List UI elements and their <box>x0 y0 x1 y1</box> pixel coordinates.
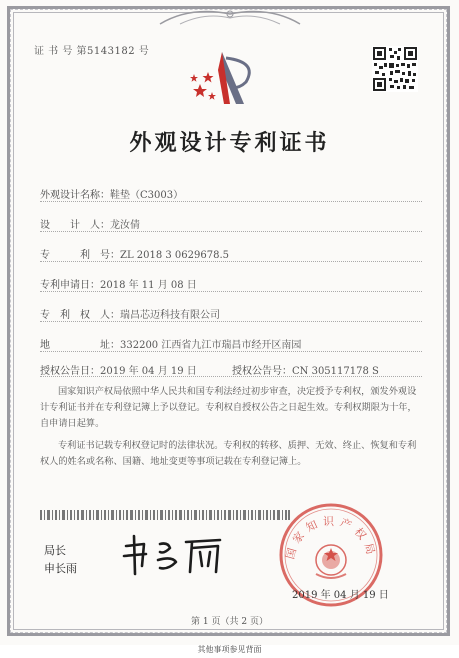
field-designer <box>40 216 140 231</box>
field-label: 地 址： <box>40 340 120 351</box>
certificate-body-text <box>40 384 422 470</box>
cnipa-logo-icon <box>184 48 264 108</box>
divider-line <box>40 231 422 232</box>
divider-line <box>40 291 422 292</box>
divider-line <box>40 376 422 377</box>
field-label: 授权公告日： <box>40 366 100 377</box>
field-value: ZL 2018 3 0629678.5 <box>120 250 230 261</box>
qr-code-icon <box>372 46 418 92</box>
footer-note: 其他事项参见背面 <box>197 645 262 654</box>
director-signature-icon <box>120 532 235 577</box>
director-name: 申长雨 <box>44 562 77 575</box>
field-grant-number <box>232 362 379 377</box>
field-value: 龙汝倩 <box>110 220 140 231</box>
divider-line <box>40 351 422 352</box>
director-title: 局长 <box>44 544 66 557</box>
field-value: 332200 江西省九江市瑞昌市经开区南园 <box>120 340 302 351</box>
field-value: 2019 年 04 月 19 日 <box>100 366 197 377</box>
divider-line <box>40 201 422 202</box>
body-paragraph: 国家知识产权局依照中华人民共和国专利法经过初步审查，决定授予专利权，颁发外观设计专利证书并在专利登记簿上予以登记。专利权自授权公告之日起生效。专利权期限为十年，自申请日起算。 <box>40 386 417 429</box>
svg-text:国家知识产权局: 国家知识产权局 <box>283 515 379 561</box>
certificate-title: 外观设计专利证书 <box>129 130 330 156</box>
seal-date: 2019 年 04 月 19 日 <box>292 590 389 601</box>
page-number: 第 1 页（共 2 页） <box>191 617 268 627</box>
divider-line <box>40 321 422 322</box>
certificate-number: 证 书 号 第5143182 号 <box>34 46 150 57</box>
body-paragraph: 专利证书记载专利权登记时的法律状况。专利权的转移、质押、无效、终止、恢复和专利权人的姓名或名称、国籍、地址变更等事项记载在专利登记簿上。 <box>40 440 417 467</box>
field-application-date <box>40 276 197 291</box>
field-value: 瑞昌芯迈科技有限公司 <box>120 310 220 321</box>
field-label: 专 利 号： <box>40 250 120 261</box>
field-label: 专利申请日： <box>40 280 100 291</box>
field-label: 专 利 权 人： <box>40 310 120 321</box>
barcode-icon <box>40 510 290 520</box>
divider-line <box>40 261 422 262</box>
top-ornament-icon <box>150 4 310 30</box>
field-value: 鞋垫（C3003） <box>110 190 184 201</box>
field-label: 授权公告号： <box>232 366 292 377</box>
field-patent-number <box>40 246 229 261</box>
field-label: 外观设计名称： <box>40 190 110 201</box>
field-value: CN 305117178 S <box>292 366 379 377</box>
field-value: 2018 年 11 月 08 日 <box>100 280 197 291</box>
field-grant-date <box>40 362 197 377</box>
field-patentee <box>40 306 220 321</box>
field-design-name <box>40 186 183 201</box>
field-address <box>40 336 301 351</box>
field-label: 设 计 人： <box>40 220 110 231</box>
